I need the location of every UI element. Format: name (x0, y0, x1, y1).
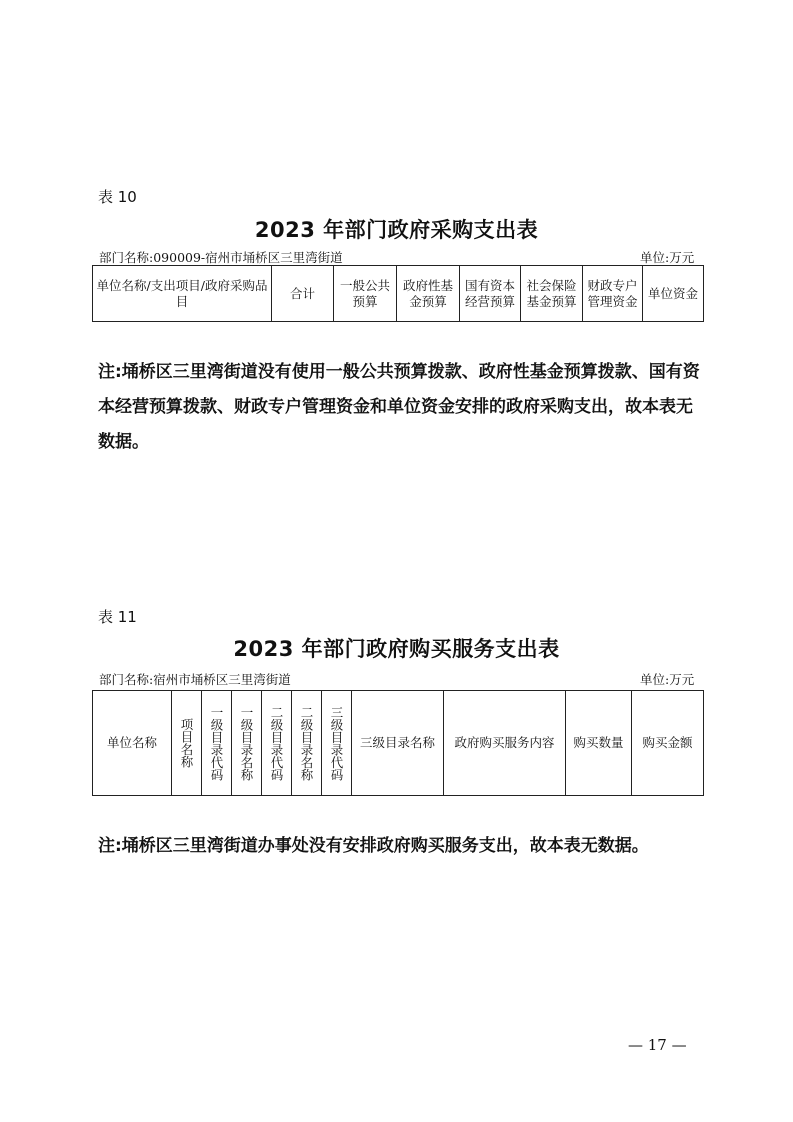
table-10-header-row (93, 266, 704, 322)
table-11-header-cell: 三级目录名称 (352, 691, 444, 796)
table-11-header-cell: 政府购买服务内容 (444, 691, 566, 796)
table-10-header-cell: 社会保险基金预算 (521, 266, 583, 322)
table-11-header-text: 项目名称 (179, 718, 194, 768)
table-11-header-cell (262, 691, 292, 796)
table-11-label: 表 11 (98, 608, 137, 626)
table-10-header-cell: 合计 (272, 266, 334, 322)
table-11-header-cell: 购买金额 (632, 691, 704, 796)
table-10-department: 部门名称:090009-宿州市埇桥区三里湾街道 (99, 250, 343, 265)
table-11-header-cell (322, 691, 352, 796)
table-11-header-cell (292, 691, 322, 796)
table-10 (92, 265, 704, 322)
table-10-header-cell: 单位资金 (643, 266, 704, 322)
table-11-department: 部门名称:宿州市埇桥区三里湾街道 (99, 672, 291, 687)
table-11-header-cell (232, 691, 262, 796)
table-11-header-cell: 购买数量 (566, 691, 632, 796)
table-11-header-text: 二级目录代码 (269, 705, 284, 781)
table-10-header-cell: 国有资本经营预算 (460, 266, 521, 322)
table-11-header-cell (172, 691, 202, 796)
table-11-note: 注:埇桥区三里湾街道办事处没有安排政府购买服务支出，故本表无数据。 (98, 836, 649, 856)
table-11-header-text: 一级目录代码 (209, 705, 224, 781)
table-11-header-row (93, 691, 704, 796)
table-11-header-text: 二级目录名称 (299, 705, 314, 781)
table-10-header-cell: 政府性基金预算 (397, 266, 460, 322)
table-10-title: 2023 年部门政府采购支出表 (254, 218, 539, 242)
table-10-header-cell: 单位名称/支出项目/政府采购品目 (93, 266, 272, 322)
table-11-unit: 单位:万元 (640, 672, 695, 687)
table-11-header-cell: 单位名称 (93, 691, 172, 796)
table-10-unit: 单位:万元 (640, 250, 695, 265)
table-10-label: 表 10 (98, 188, 137, 206)
table-10-header-cell: 一般公共预算 (334, 266, 397, 322)
table-10-note: 注:埇桥区三里湾街道没有使用一般公共预算拨款、政府性基金预算拨款、国有资本经营预算拨款、财政专户管理资金和单位资金安排的政府采购支出，故本表无数据。 (98, 362, 700, 452)
table-10-header-cell: 财政专户管理资金 (583, 266, 643, 322)
table-11-title: 2023 年部门政府购买服务支出表 (233, 637, 560, 661)
table-11-header-text: 一级目录名称 (239, 705, 254, 781)
page-number: — 17 — (628, 1036, 687, 1054)
table-11 (92, 690, 704, 796)
table-11-header-cell (202, 691, 232, 796)
table-11-header-text: 三级目录代码 (329, 705, 344, 781)
